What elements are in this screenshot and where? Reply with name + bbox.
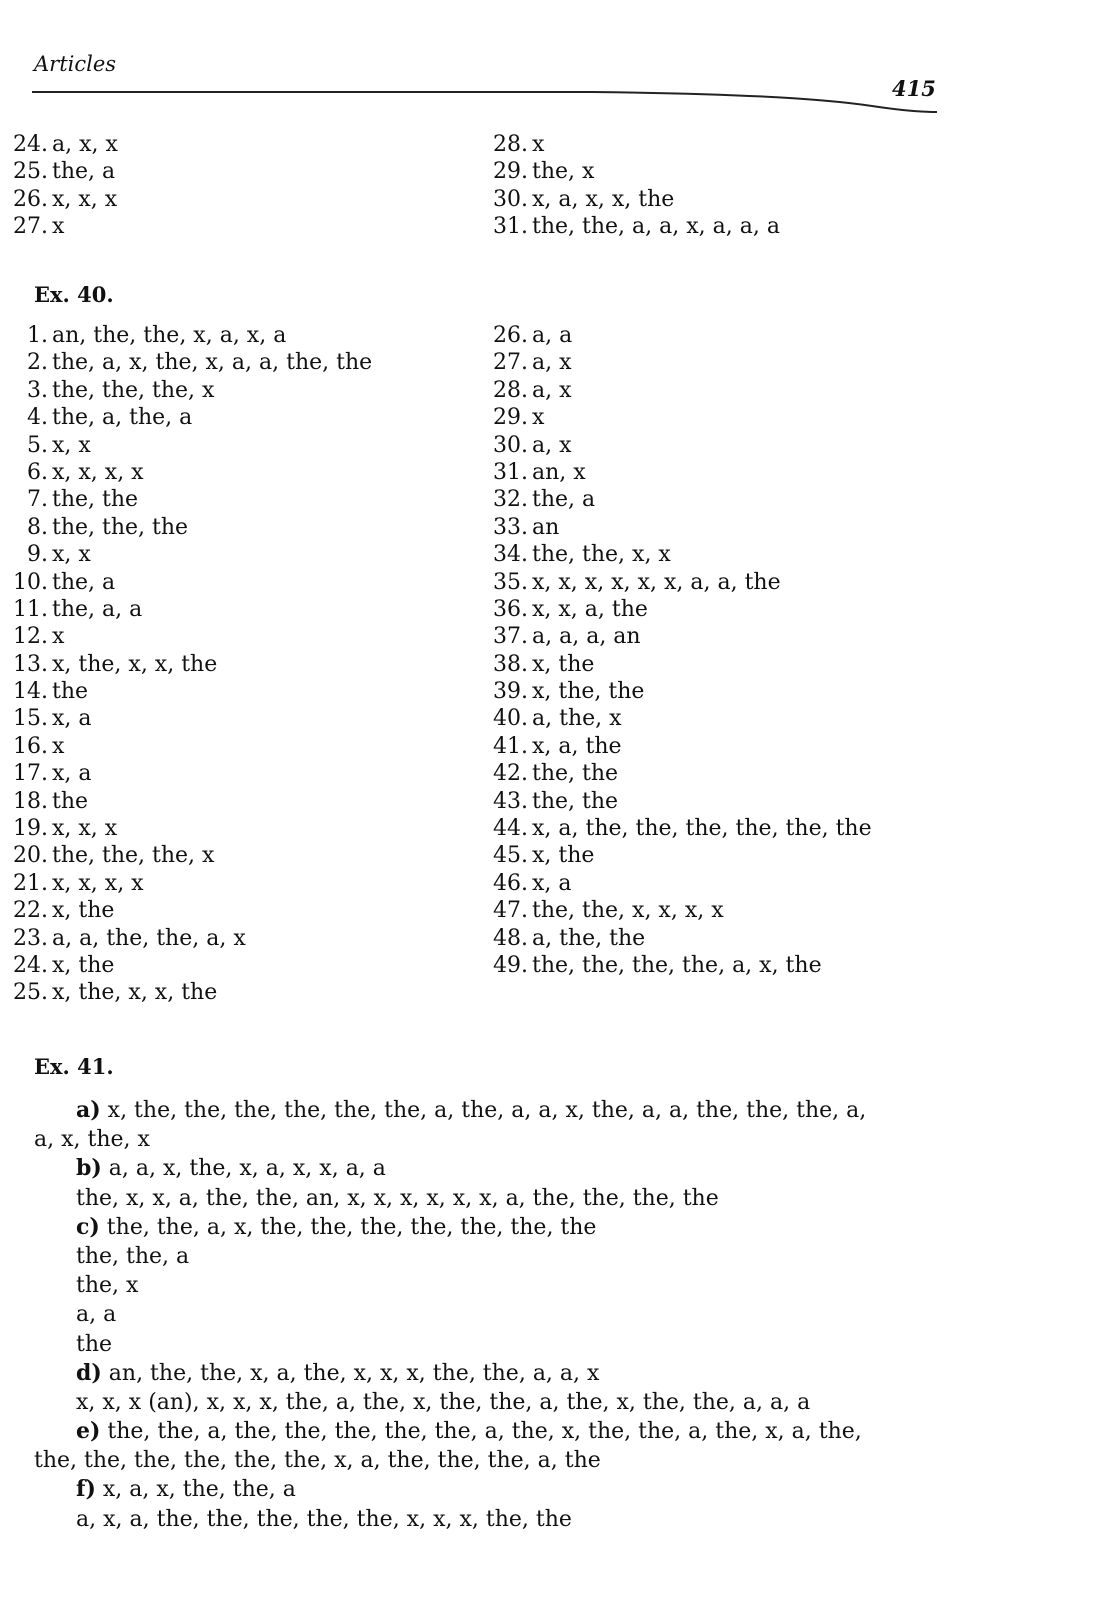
answer-number: 28. <box>493 132 528 157</box>
answer-row <box>480 623 872 650</box>
answer-number: 22. <box>13 898 48 924</box>
prev-exercise-left-column <box>0 131 118 241</box>
ex41-line <box>34 1184 934 1213</box>
answer-row <box>480 131 780 158</box>
ex41-line <box>34 1271 934 1300</box>
ex41-line <box>34 1096 934 1125</box>
answer-row <box>0 705 372 732</box>
answer-number: 4. <box>27 405 48 431</box>
answer-text: the <box>52 679 89 705</box>
answer-text: x, x, x, x <box>52 870 144 896</box>
answer-number: 7. <box>27 487 48 513</box>
answer-text: a, x <box>532 432 572 458</box>
answer-row <box>480 541 872 568</box>
answer-number: 36. <box>493 596 528 622</box>
answer-number: 3. <box>27 377 48 403</box>
answer-number: 33. <box>493 514 528 540</box>
answer-row <box>480 788 872 815</box>
ex41-part-label: b) <box>76 1155 102 1182</box>
answer-row <box>0 377 372 404</box>
answer-row <box>480 349 872 376</box>
answer-text: the, a, the, a <box>52 405 193 431</box>
answer-number: 26. <box>493 323 528 348</box>
answer-row <box>480 952 872 979</box>
answer-text: a, a, a, an <box>532 624 641 650</box>
answer-number: 12. <box>13 624 48 650</box>
ex41-line-text: x, the, the, the, the, the, the, a, the, a, a, x, the, a, a, the, the, the, a, <box>100 1098 867 1123</box>
answer-number: 38. <box>493 651 528 677</box>
answer-text: the, a <box>52 159 116 185</box>
ex41-line <box>34 1388 934 1417</box>
answer-row <box>0 322 372 349</box>
answer-number: 8. <box>27 514 48 540</box>
answer-row <box>0 486 372 513</box>
answer-text: x, the <box>52 952 115 978</box>
answer-row <box>480 596 872 623</box>
ex41-line-text: the <box>76 1331 113 1357</box>
answer-text: the, a, x, the, x, a, a, the, the <box>52 350 373 376</box>
answer-number: 25. <box>13 980 48 1006</box>
answer-text: x, the <box>52 898 115 924</box>
answer-text: the, the <box>52 487 139 513</box>
answer-text: a, the, the <box>532 925 646 951</box>
answer-text: a, a, the, the, a, x <box>52 925 246 951</box>
answer-text: x, x <box>52 432 91 458</box>
answer-text: the, x <box>532 159 595 185</box>
answer-text: x, a, the <box>532 733 622 759</box>
answer-number: 9. <box>27 542 48 568</box>
answer-row <box>480 569 872 596</box>
answer-text: x, the, x, x, the <box>52 651 218 677</box>
ex40-right-column <box>480 322 872 979</box>
answer-row <box>0 541 372 568</box>
ex41-line-text: the, the, a, x, the, the, the, the, the, the, the <box>99 1214 597 1240</box>
ex41-line <box>34 1359 934 1388</box>
answer-number: 6. <box>27 459 48 485</box>
answer-number: 47. <box>493 898 528 924</box>
ex41-line <box>34 1475 934 1504</box>
answer-number: 14. <box>13 679 48 705</box>
answer-text: the, the, the <box>52 514 189 540</box>
answer-number: 26. <box>13 186 48 212</box>
answer-text: x, a, x, x, the <box>532 186 675 212</box>
answer-text: x <box>52 214 65 240</box>
ex41-line-text: the, the, a, the, the, the, the, the, a, the, x, the, the, a, the, x, a, the, <box>100 1419 862 1445</box>
answer-number: 30. <box>493 432 528 458</box>
ex41-line <box>34 1446 934 1475</box>
answer-number: 20. <box>13 843 48 869</box>
answer-row <box>0 158 118 185</box>
answer-row <box>480 760 872 787</box>
page-number: 415 <box>892 76 936 101</box>
answer-row <box>0 213 118 240</box>
answer-text: x, x, x, x <box>52 459 144 485</box>
answer-row <box>480 842 872 869</box>
answer-number: 25. <box>13 159 48 185</box>
answer-number: 1. <box>27 323 48 348</box>
answer-row <box>480 486 872 513</box>
answer-row <box>480 432 872 459</box>
answer-text: a, x, x <box>52 132 118 157</box>
ex41-line-text: a, x, the, x <box>34 1127 150 1153</box>
ex41-line <box>34 1125 934 1154</box>
answer-text: the, a, a <box>52 596 143 622</box>
answer-row <box>0 186 118 213</box>
answer-row <box>0 925 372 952</box>
answer-row <box>0 678 372 705</box>
running-head: Articles <box>34 52 117 76</box>
answer-text: x, a <box>532 870 572 896</box>
answer-text: the, the, a, a, x, a, a, a <box>532 214 780 240</box>
answer-row <box>0 979 372 1006</box>
answer-row <box>0 623 372 650</box>
ex41-line-text: a, a, x, the, x, a, x, x, a, a <box>101 1156 386 1182</box>
answer-text: x, x, x <box>52 816 118 842</box>
ex41-line-text: x, a, x, the, the, a <box>95 1477 296 1503</box>
answer-text: x, a <box>52 761 92 787</box>
answer-text: the, the, x, x <box>532 542 671 568</box>
ex41-line <box>34 1242 934 1271</box>
answer-row <box>480 925 872 952</box>
ex41-part-label: c) <box>76 1213 100 1240</box>
answer-number: 28. <box>493 377 528 403</box>
answer-row <box>0 651 372 678</box>
ex41-line <box>34 1330 934 1359</box>
ex41-part-label: a) <box>76 1097 101 1123</box>
answer-row <box>0 815 372 842</box>
answer-row <box>480 733 872 760</box>
ex41-line-text: a, a <box>76 1302 117 1328</box>
answer-text: an, x <box>532 459 586 485</box>
answer-row <box>480 158 780 185</box>
answer-row <box>0 404 372 431</box>
answer-row <box>480 404 872 431</box>
ex41-part-label: f) <box>76 1476 96 1503</box>
answer-text: the, a <box>532 487 596 513</box>
answer-text: x <box>532 132 545 157</box>
answer-number: 41. <box>493 733 528 759</box>
answer-row <box>480 678 872 705</box>
answer-row <box>480 459 872 486</box>
answer-text: a, the, x <box>532 706 622 732</box>
ex41-part-label: e) <box>76 1418 101 1445</box>
ex41-line <box>34 1417 934 1446</box>
answer-text: the, the, the, the, a, x, the <box>532 952 822 978</box>
answer-number: 23. <box>13 925 48 951</box>
answer-text: x, x, x, x, x, x, a, a, the <box>532 569 781 595</box>
answer-number: 46. <box>493 870 528 896</box>
answer-text: a, x <box>532 377 572 403</box>
answer-number: 39. <box>493 679 528 705</box>
answer-number: 42. <box>493 761 528 787</box>
answer-number: 2. <box>27 350 48 376</box>
answer-number: 45. <box>493 843 528 869</box>
answer-number: 27. <box>13 214 48 240</box>
answer-text: x, x, x <box>52 186 118 212</box>
answer-text: x, the, x, x, the <box>52 980 218 1006</box>
answer-row <box>0 788 372 815</box>
answer-number: 10. <box>13 569 48 595</box>
answer-row <box>0 897 372 924</box>
answer-row <box>480 897 872 924</box>
answer-text: a, a <box>532 323 573 348</box>
ex41-body <box>34 1096 934 1534</box>
answer-number: 31. <box>493 214 528 240</box>
ex41-line <box>34 1213 934 1242</box>
answer-row <box>0 760 372 787</box>
ex41-line <box>34 1300 934 1329</box>
answer-text: the, the, the, x <box>52 377 215 403</box>
prev-exercise-right-column <box>480 131 780 241</box>
answer-text: x <box>52 624 65 650</box>
answer-text: x, the <box>532 843 595 869</box>
answer-text: x, x <box>52 542 91 568</box>
answer-number: 19. <box>13 816 48 842</box>
ex41-line-text: the, the, a <box>76 1243 190 1269</box>
ex41-line <box>34 1154 934 1183</box>
answer-text: an <box>532 514 560 540</box>
answer-number: 21. <box>13 870 48 896</box>
answer-row <box>0 842 372 869</box>
ex41-line-text: x, x, x (an), x, x, x, the, a, the, x, the, the, a, the, x, the, the, a, a, a <box>76 1389 811 1415</box>
answer-number: 48. <box>493 925 528 951</box>
answer-text: a, x <box>532 350 572 376</box>
answer-text: x <box>532 405 545 431</box>
answer-text: the, the, x, x, x, x <box>532 898 724 924</box>
answer-number: 29. <box>493 405 528 431</box>
answer-row <box>480 870 872 897</box>
ex40-heading: Ex. 40. <box>34 282 114 307</box>
answer-number: 15. <box>13 706 48 732</box>
ex41-line-text: a, x, a, the, the, the, the, the, x, x, x, the, the <box>76 1506 572 1532</box>
answer-number: 32. <box>493 487 528 513</box>
answer-number: 40. <box>493 706 528 732</box>
answer-number: 31. <box>493 459 528 485</box>
answer-row <box>0 514 372 541</box>
answer-number: 44. <box>493 816 528 842</box>
answer-number: 49. <box>493 952 528 978</box>
answer-text: the, the <box>532 788 619 814</box>
answer-row <box>0 870 372 897</box>
answer-text: an, the, the, x, a, x, a <box>52 323 287 348</box>
answer-number: 35. <box>493 569 528 595</box>
answer-number: 17. <box>13 761 48 787</box>
answer-text: the, the, the, x <box>52 843 215 869</box>
answer-number: 18. <box>13 788 48 814</box>
ex41-line-text: the, x, x, a, the, the, an, x, x, x, x, x, x, a, the, the, the, the <box>76 1185 719 1211</box>
header-rule <box>32 84 937 120</box>
answer-number: 37. <box>493 624 528 650</box>
answer-text: x, the <box>532 651 595 677</box>
answer-text: x, a, the, the, the, the, the, the <box>532 816 872 842</box>
answer-row <box>480 322 872 349</box>
ex41-heading: Ex. 41. <box>34 1054 114 1079</box>
answer-row <box>480 705 872 732</box>
answer-row <box>0 569 372 596</box>
answer-row <box>480 651 872 678</box>
answer-number: 24. <box>13 952 48 978</box>
answer-text: x, a <box>52 706 92 732</box>
answer-number: 29. <box>493 159 528 185</box>
answer-row <box>0 596 372 623</box>
answer-row <box>0 733 372 760</box>
answer-text: x <box>52 733 65 759</box>
ex41-part-label: d) <box>76 1359 102 1386</box>
answer-row <box>0 459 372 486</box>
answer-number: 27. <box>493 350 528 376</box>
answer-number: 13. <box>13 651 48 677</box>
answer-row <box>480 514 872 541</box>
answer-row <box>480 377 872 404</box>
answer-number: 24. <box>13 132 48 157</box>
answer-number: 16. <box>13 733 48 759</box>
answer-row <box>0 131 118 158</box>
answer-number: 30. <box>493 186 528 212</box>
answer-row <box>0 952 372 979</box>
answer-row <box>0 349 372 376</box>
answer-number: 11. <box>13 596 48 622</box>
ex41-line-text: the, the, the, the, the, the, x, a, the, the, the, a, the <box>34 1448 601 1474</box>
answer-text: x, x, a, the <box>532 596 648 622</box>
ex41-line-text: an, the, the, x, a, the, x, x, x, the, the, a, a, x <box>101 1360 600 1386</box>
answer-number: 5. <box>27 432 48 458</box>
answer-row <box>0 432 372 459</box>
ex40-left-column <box>0 322 372 1007</box>
ex41-line-text: the, x <box>76 1273 139 1299</box>
answer-text: the <box>52 788 89 814</box>
answer-row <box>480 186 780 213</box>
answer-row <box>480 213 780 240</box>
answer-number: 34. <box>493 542 528 568</box>
ex41-line <box>34 1505 934 1534</box>
answer-number: 43. <box>493 788 528 814</box>
answer-row <box>480 815 872 842</box>
answer-text: x, the, the <box>532 679 645 705</box>
answer-text: the, the <box>532 761 619 787</box>
answer-text: the, a <box>52 569 116 595</box>
